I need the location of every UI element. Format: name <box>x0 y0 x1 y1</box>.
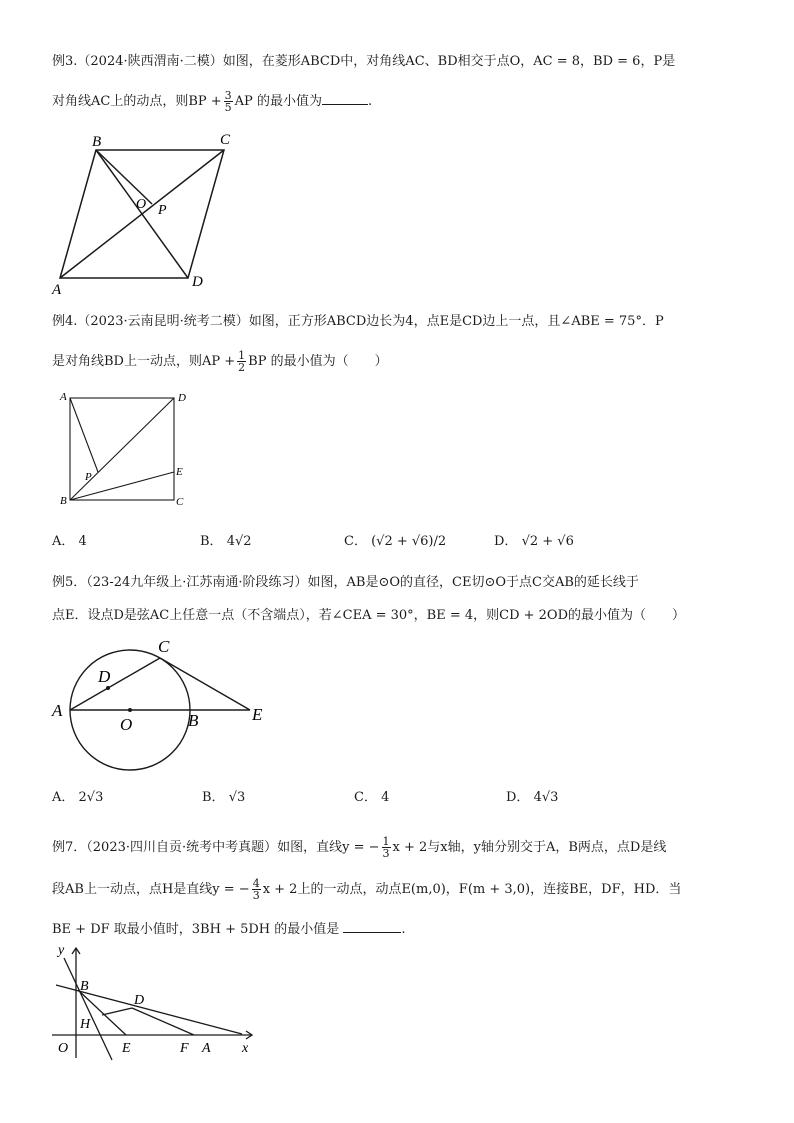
ex7-line3-text: BE + DF 取最小值时，3BH + 5DH 的最小值是 <box>52 922 340 937</box>
ex7-label-x: x <box>242 1041 249 1056</box>
ex4-diagonal-bd <box>70 398 174 500</box>
ex3-line1: 例3.（2024·陕西渭南·二模）如图，在菱形ABCD中，对角线AC、BD相交于点O，AC = 8，BD = 6，P是 <box>52 54 676 69</box>
ex7-line2-post: x + 2上的一动点，动点E(m,0)，F(m + 3,0)，连接BE，DF，HD．当 <box>262 882 682 897</box>
ex4-square-figure <box>56 388 196 514</box>
ex7-answer-blank <box>343 920 401 933</box>
ex7-line2 <box>52 878 681 901</box>
ex5-option-d[interactable]: D． 4√3 <box>506 790 559 805</box>
ex3-label-p: P <box>158 203 167 218</box>
ex4-fraction: $\frac{1}{2}$ <box>238 349 246 374</box>
ex4-segment-ap <box>70 398 98 472</box>
ex4-label-a: A <box>60 391 67 403</box>
ex7-label-f: F <box>180 1041 189 1056</box>
ex4-label-d: D <box>178 392 186 404</box>
ex5-point-o <box>128 708 132 712</box>
ex4-label-p: P <box>85 471 92 483</box>
ex7-line3: BE + DF 取最小值时，3BH + 5DH 的最小值是 . <box>52 922 406 937</box>
ex5-label-d: D <box>98 667 111 686</box>
ex3-line2-post: AP 的最小值为 <box>234 94 322 109</box>
ex7-label-h: H <box>80 1017 91 1032</box>
ex4-label-c: C <box>176 496 184 508</box>
ex5-line2: 点E．设点D是弦AC上任意一点（不含端点），若∠CEA = 30°，BE = 4，则CD + 2OD的最小值为（ ） <box>52 608 686 623</box>
ex3-label-c: C <box>220 132 231 148</box>
ex3-diagonal-bd <box>96 150 188 278</box>
ex7-line2-pre: 段AB上一动点，点H是直线y = − <box>52 882 250 897</box>
ex7-line-bh <box>64 958 112 1060</box>
ex5-chord-ac <box>70 658 160 710</box>
ex7-fraction-1: $\frac{1}{3}$ <box>382 835 390 860</box>
ex7-label-a: A <box>202 1041 211 1056</box>
ex3-label-b: B <box>92 134 102 150</box>
ex7-label-y: y <box>58 943 65 958</box>
ex7-label-e: E <box>122 1041 131 1056</box>
ex5-line1: 例5．（23-24九年级上·江苏南通·阶段练习）如图，AB是⊙O的直径，CE切⊙O于点C交AB的延长线于 <box>52 575 639 590</box>
ex5-tangent-ce <box>160 658 250 710</box>
ex5-option-a[interactable]: A． 2√3 <box>52 790 104 805</box>
ex7-label-o: O <box>58 1041 69 1056</box>
ex7-line1 <box>52 836 666 859</box>
ex3-line2: 对角线AC上的动点，则BP + $\frac{3}{5}$ AP 的最小值为 . <box>52 89 373 114</box>
ex4-option-d[interactable]: D． √2 + √6 <box>494 534 574 549</box>
ex7-line1-post: x + 2与x轴，y轴分别交于A，B两点，点D是线 <box>392 840 667 855</box>
ex5-circle-figure <box>46 636 276 776</box>
ex3-answer-blank <box>322 92 368 105</box>
ex5-point-d <box>106 686 110 690</box>
ex5-option-b[interactable]: B． √3 <box>202 790 246 805</box>
ex5-label-e: E <box>252 705 263 724</box>
ex4-label-e: E <box>176 466 183 478</box>
ex4-option-c[interactable]: C． (√2 + √6)/2 <box>344 534 447 549</box>
ex3-segment-bp <box>96 150 152 204</box>
ex5-label-c: C <box>158 637 170 656</box>
ex5-label-o: O <box>120 715 133 734</box>
ex7-segment-df <box>132 1008 194 1035</box>
ex7-label-b: B <box>80 979 89 994</box>
ex5-label-a: A <box>52 701 63 720</box>
ex7-label-d: D <box>134 993 145 1008</box>
ex4-line2 <box>52 350 388 373</box>
ex4-option-b[interactable]: B． 4√2 <box>200 534 252 549</box>
ex7-segment-hd <box>102 1008 132 1015</box>
ex5-option-c[interactable]: C． 4 <box>354 790 390 805</box>
ex4-line2-post: BP 的最小值为（ ） <box>248 354 388 369</box>
ex7-line1-pre: 例7．（2023·四川自贡·统考中考真题）如图，直线y = − <box>52 840 380 855</box>
ex3-rhombus-figure <box>48 128 248 298</box>
ex5-label-b: B <box>188 711 199 730</box>
ex3-fraction: $\frac{3}{5}$ <box>224 89 232 114</box>
ex3-label-o: O <box>136 197 147 212</box>
ex3-label-a: A <box>52 282 62 298</box>
ex7-coordinate-figure <box>46 940 266 1064</box>
ex4-line2-pre: 是对角线BD上一动点，则AP + <box>52 354 236 369</box>
ex4-option-a[interactable]: A． 4 <box>52 534 87 549</box>
ex3-line2-pre: 对角线AC上的动点，则BP + <box>52 94 222 109</box>
ex7-fraction-2: $\frac{4}{3}$ <box>252 877 260 902</box>
ex4-line1: 例4.（2023·云南昆明·统考二模）如图，正方形ABCD边长为4，点E是CD边上一点，且∠ABE = 75°．P <box>52 314 664 329</box>
ex3-label-d: D <box>192 274 203 290</box>
ex4-label-b: B <box>60 495 67 507</box>
